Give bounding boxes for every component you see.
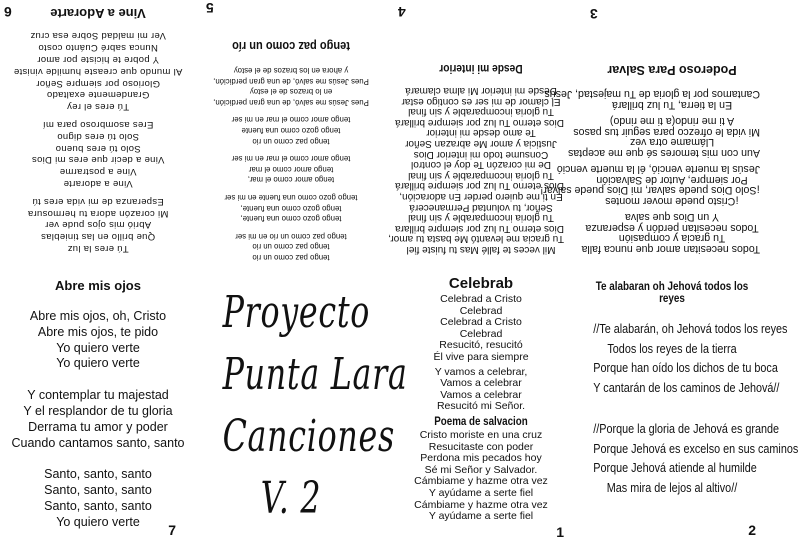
page-number-6: 6 <box>4 4 12 20</box>
lyric-line: Vine a decir que eres mi Dios <box>31 154 165 166</box>
lyric-line: El clamor de mi ser es contigo estar <box>401 95 561 107</box>
lyric-line: Aun con mis temores sé que me aceptas <box>568 147 760 159</box>
song-1-poem <box>386 430 576 523</box>
lyric-line: Glorioso por siempre Señor <box>36 77 160 89</box>
lyric-line: tengo amor como el mar en mi ser <box>231 154 351 164</box>
lyric-line: tengo gozo como una fuente, <box>240 214 342 224</box>
song-7-title: Abre mis ojos <box>55 278 141 293</box>
lyric-line: Y ayúdame a serte fiel <box>428 486 534 499</box>
lyric-line: //Porque la gloria de Jehová es grande <box>593 421 780 436</box>
lyric-line: tengo amor como el mar en mi ser <box>231 115 351 125</box>
lyric-line: Vine a adorarte <box>63 178 133 190</box>
song-5-lyrics <box>206 65 376 263</box>
lyric-line: Yo quiero verte <box>56 356 140 371</box>
lyric-line: Desde mi interior Mi alma clamará <box>405 85 557 97</box>
page-number-4: 4 <box>398 4 406 20</box>
lyric-line: Por siempre, Autor de Salvación <box>596 174 748 186</box>
lyric-line: Todos necesitan amor que nunca falla <box>581 243 760 255</box>
lyric-line: Sé mi Señor y Salvador. <box>424 463 538 476</box>
lyric-line: Eres asombroso para mí <box>42 119 154 131</box>
cover-line-2: Punta Lara <box>222 349 408 400</box>
song-4-upside-down <box>386 0 576 272</box>
cover-title <box>222 282 408 530</box>
cover-line-1: Proyecto <box>222 287 371 338</box>
lyric-line: Derrama tu amor y poder <box>28 419 168 434</box>
lyric-line: en lo brazos de el estoy <box>249 87 333 97</box>
page-number-1: 1 <box>556 524 564 540</box>
lyric-line: tengo paz como un rio <box>252 242 330 252</box>
page-number-2: 2 <box>748 522 756 538</box>
panel-center-right <box>386 0 576 543</box>
lyric-line: Y pobre te hiciste por amor <box>37 54 159 66</box>
song-5-upside-down <box>196 0 386 272</box>
cover-line-4: V. 2 <box>260 473 322 524</box>
lyric-line: ¡Cristo puede mover montes <box>605 195 739 207</box>
song-1-lyrics <box>386 294 576 413</box>
lyric-line: Resucitó mi Señor. <box>436 400 526 413</box>
lyric-line: Y el resplandor de tu gloria <box>23 403 173 418</box>
lyric-line: Jesús la muerte venció, él la muerte venció <box>556 163 760 176</box>
lyric-line: Grandemente exaltado <box>46 89 150 101</box>
lyric-line: Al mundo que creaste humilde viniste <box>13 65 183 77</box>
lyric-line: Mil veces te fallé Mas tu fuiste fiel <box>406 244 556 255</box>
lyric-line: Y cantarán de los caminos de Jehová// <box>593 379 780 395</box>
lyric-line: Y ayúdame a serte fiel <box>428 510 534 523</box>
lyric-line: Resucitó, resucitó <box>439 339 523 352</box>
lyric-line: tengo paz como un rio <box>252 136 330 146</box>
stanza-gap <box>206 146 376 153</box>
panel-right <box>540 0 798 543</box>
lyric-line: Pues Jesús me salvó, de una gran perdición, <box>213 76 369 86</box>
lyric-line: Yo quiero verte <box>56 340 140 355</box>
panel-left <box>0 0 196 543</box>
song-4-lyrics <box>388 85 564 255</box>
page-number-3: 3 <box>590 6 598 22</box>
lyric-line: Mi corazón adora tu hermosura <box>27 207 169 219</box>
lyric-line: Esperanza de mi vida eres tú <box>32 195 164 207</box>
lyric-line: Dios eterno Tu luz por siempre brillará <box>395 116 564 128</box>
lyric-line: Resucitaste con poder <box>428 440 534 453</box>
lyric-line: Y vamos a celebrar, <box>434 365 528 378</box>
lyric-line: Cantamos por la gloria de Tu majestad, Jesús <box>544 88 760 101</box>
lyric-line: Porque Jehová atiende al humilde <box>593 460 757 475</box>
song-7 <box>0 272 196 543</box>
song-2-title: Te alabaran oh Jehová todos los reyes <box>595 281 749 305</box>
song-1 <box>386 272 576 543</box>
lyric-line: Que brillo en las tinieblas <box>40 231 156 243</box>
song-6-upside-down <box>0 0 196 272</box>
stanza-gap <box>206 184 376 191</box>
lyric-line: Tu gloria incomparable y sin final <box>408 169 554 181</box>
page-number-5: 5 <box>206 0 214 16</box>
song-1-title: Celebrab <box>448 275 514 292</box>
lyric-line: Solo tú eres digno <box>57 130 139 142</box>
lyric-line: Cuando cantamos santo, santo <box>11 435 185 450</box>
lyric-line: Señor, tu voluntad Permanecerá <box>409 201 553 213</box>
lyric-line: Ver mi maldad Sobre esa cruz <box>30 30 166 42</box>
lyric-line: Abre mis ojos, te pido <box>37 324 159 339</box>
song-1-subtitle: Poema de salvacion <box>434 415 528 428</box>
lyric-line: Tu gloria incomparable y sin final <box>408 212 554 224</box>
lyric-line: Justicia y amor Me abrazan Señor <box>405 138 557 150</box>
lyric-line: Santo, santo, santo <box>44 483 152 498</box>
lyric-line: //Te alabarán, oh Jehová todos los reyes <box>593 321 788 336</box>
song-5-title: tengo paz como un río <box>232 39 350 55</box>
song-4-title: Desde mi interior <box>439 62 523 77</box>
stanza <box>0 309 196 372</box>
lyric-line: ¡Solo Dios puede salvar, mi Dios puede salvar! <box>540 184 760 197</box>
lyric-line: Tu gloria incomparable y sin final <box>408 106 554 118</box>
cover-line-3: Canciones <box>222 411 395 462</box>
lyric-line: Yo quiero verte <box>56 514 140 529</box>
lyric-line: Y contemplar tu majestad <box>27 388 169 403</box>
lyric-line: Consume todo mi interior Dios <box>413 148 549 160</box>
lyric-line: De mi corazón Te doy el control <box>411 159 551 171</box>
panel-center-left <box>196 0 408 543</box>
lyric-line: En ti me quiero perder En adoración, <box>399 191 563 203</box>
stanza-gap <box>206 223 376 230</box>
lyric-line: Todos necesitan perdón y esperanza <box>585 222 759 234</box>
lyric-line: Tu gracia me levantó Me basta tu amor, <box>388 233 564 245</box>
lyric-line: Vine a postrarme <box>59 166 137 178</box>
lyric-line: A ti me rindo(a ti me rindo) <box>609 115 735 128</box>
lyric-line: Tú eres el rey <box>66 101 130 113</box>
lyric-line: Te amo desde mi interior <box>426 127 536 139</box>
lyric-line: Él vive para siempre <box>433 350 529 363</box>
song-2 <box>576 272 798 543</box>
song-6-title: Vine a Adorarte <box>50 5 146 21</box>
song-3-upside-down <box>540 0 768 272</box>
lyric-line: Cristo moriste en una cruz <box>419 428 543 441</box>
lyric-line: Porque han oído los dichos de tu boca <box>593 360 778 375</box>
lyric-line: Mas mira de lejos al altivo// <box>606 479 738 495</box>
lyric-line: Celebrad <box>459 304 503 317</box>
lyric-line: tengo gozo como una fuente, <box>240 203 342 213</box>
lyric-line: Todos los reyes de la tierra <box>607 340 737 356</box>
lyric-line: tengo paz como un rio en mi ser <box>235 231 347 241</box>
stanza-gap <box>576 397 768 419</box>
lyric-line: tengo gozo como una fuente <box>241 126 341 136</box>
lyric-line: En la tierra, Tu luz brillará <box>611 99 733 111</box>
stanza <box>0 467 196 530</box>
song-3-lyrics <box>540 88 760 255</box>
lyric-line: Y un Dios que salva <box>624 211 720 224</box>
lyric-line: Porque Jehová es excelso en sus caminos <box>593 440 798 456</box>
lyric-line: Vamos a celebrar <box>440 377 522 390</box>
lyric-line: tengo amor como el mar, <box>247 175 335 185</box>
song-6-lyrics <box>10 30 186 254</box>
lyric-line: Celebrad a Cristo <box>440 316 522 329</box>
page-number-7: 7 <box>168 522 176 538</box>
lyric-line: Vamos a celebrar <box>440 388 522 401</box>
lyric-line: Nunca sabré Cuánto costo <box>38 42 158 54</box>
lyric-line: Tú eres la luz <box>67 243 129 254</box>
lyric-line: Perdona mis pecados hoy <box>420 452 542 465</box>
song-7-lyrics <box>0 309 196 531</box>
lyric-line: Tu gracia y compasión <box>618 232 726 245</box>
cover <box>196 272 408 543</box>
lyric-line: Solo tú eres bueno <box>55 142 141 154</box>
lyric-line: Abre mis ojos, oh, Cristo <box>29 309 167 323</box>
lyric-line: Pues Jesús me salvó, de una gran perdición, <box>213 97 369 107</box>
lyric-line: y ahora en los brazos de el estoy <box>233 66 349 76</box>
lyric-line: Llámame otra vez <box>629 136 715 149</box>
song-3-title: Poderoso Para Salvar <box>607 63 737 77</box>
stanza <box>0 388 196 451</box>
lyric-line: Santo, santo, santo <box>44 498 152 513</box>
lyric-line: Celebrad <box>459 327 503 340</box>
lyric-line: tengo paz como un rio <box>252 253 330 262</box>
lyric-line: Cámbiame y hazme otra vez <box>414 475 548 488</box>
lyric-line: tengo amor como el mar <box>248 164 334 174</box>
lyric-line: Abrió mis ojos pude ver <box>44 219 152 231</box>
lyric-line: Mi vida le ofrezco para seguir tus pasos <box>573 126 760 138</box>
lyric-line: Dios eterno Tu luz por siempre brillara <box>395 222 564 234</box>
lyric-line: Celebrad a Cristo <box>440 293 522 305</box>
stanza-gap <box>206 107 376 114</box>
lyric-line: tengo gozo como una fuente en mi ser <box>224 193 358 203</box>
lyric-line: Dios eterno Tu luz por siempre brillará <box>395 180 564 192</box>
lyric-line: Cámbiame y hazme otra vez <box>414 498 548 511</box>
lyric-line: Santo, santo, santo <box>44 467 152 482</box>
song-2-lyrics <box>576 319 798 497</box>
